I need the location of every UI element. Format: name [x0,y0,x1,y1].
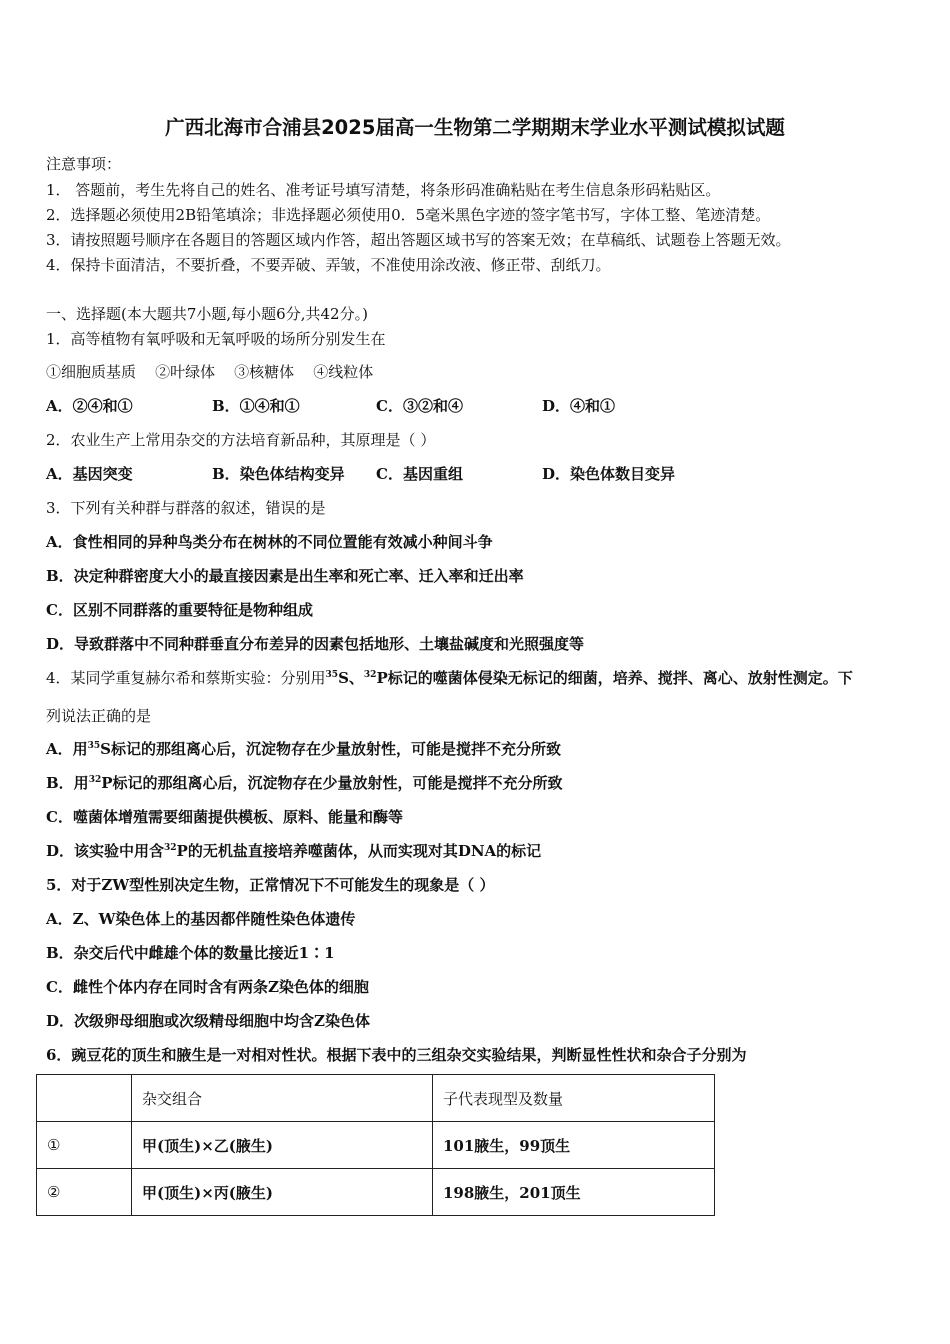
table-header-cell [37,1075,132,1122]
table-header-cell: 子代表现型及数量 [433,1075,715,1122]
q1-option-b: B．①④和① [212,397,300,415]
q2-stem: 2．农业生产上常用杂交的方法培育新品种，其原理是（ ） [46,431,436,449]
q4-stem-s: S、 [338,669,364,687]
q1-option-a: A．②④和① [46,397,133,415]
q2-option-b: B．染色体结构变异 [212,465,345,483]
q3-option-b: B．决定种群密度大小的最直接因素是出生率和死亡率、迁入率和迁出率 [46,567,524,585]
notice-item-2: 2．选择题必须使用2B铅笔填涂；非选择题必须使用0．5毫米黑色字迹的签字笔书写，字体工整、笔迹清楚。 [46,206,771,224]
notice-item-1: 1． 答题前，考生先将自己的姓名、准考证号填写清楚，将条形码准确粘贴在考生信息条形码粘贴区。 [46,181,721,199]
table-cell: 甲(顶生)×丙(腋生) [132,1169,433,1216]
notice-item-4: 4．保持卡面清洁，不要折叠，不要弄破、弄皱，不准使用涂改液、修正带、刮纸刀。 [46,256,611,274]
q5-stem: 5．对于ZW型性别决定生物，正常情况下不可能发生的现象是（ ） [46,876,495,894]
q4-a-pre: A．用 [46,740,88,758]
q4-d-pre: D．该实验中用含 [46,842,165,860]
q2-option-d: D．染色体数目变异 [542,465,676,483]
q2-option-a: A．基因突变 [46,465,133,483]
q4-d-post: P的无机盐直接培养噬菌体，从而实现对其DNA的标记 [176,842,542,860]
exam-title: 广西北海市合浦县2025届高一生物第二学期期末学业水平测试模拟试题 [165,116,785,139]
q5-option-c: C．雌性个体内存在同时含有两条Z染色体的细胞 [46,978,369,996]
table-row [37,1122,715,1169]
q3-option-c: C．区别不同群落的重要特征是物种组成 [46,601,313,619]
q4-b-post: P标记的那组离心后，沉淀物存在少量放射性，可能是搅拌不充分所致 [101,774,563,792]
q3-stem: 3．下列有关种群与群落的叙述，错误的是 [46,499,326,517]
q3-option-a: A．食性相同的异种鸟类分布在树林的不同位置能有效减小种间斗争 [46,533,493,551]
notice-heading: 注意事项： [46,155,122,173]
q4-a-sup: 35 [87,741,101,751]
q1-stem: 1．高等植物有氧呼吸和无氧呼吸的场所分别发生在 [46,330,386,348]
q1-option-d: D．④和① [542,397,616,415]
table-cell: 198腋生，201顶生 [433,1169,715,1216]
q1-option-c: C．③②和④ [376,397,463,415]
q4-option-c: C．噬菌体增殖需要细菌提供模板、原料、能量和酶等 [46,808,403,826]
q4-sup-35: 35 [325,670,339,680]
q4-b-sup: 32 [88,775,102,785]
table-cell: 甲(顶生)×乙(腋生) [132,1122,433,1169]
table-cell: ② [37,1169,132,1216]
q5-option-b: B．杂交后代中雌雄个体的数量比接近1∶1 [46,944,335,962]
q4-option-a [46,738,561,759]
q4-option-d [46,840,541,861]
q5-option-a: A．Z、W染色体上的基因都伴随性染色体遗传 [46,910,356,928]
q4-stem-post: P标记的噬菌体侵染无标记的细菌，培养、搅拌、离心、放射性测定。下 [376,669,853,687]
table-cell: ① [37,1122,132,1169]
q4-stem-pre: 4．某同学重复赫尔希和蔡斯实验：分别用 [46,669,326,687]
q6-table [36,1074,715,1216]
q1-items: ①细胞质基质 ②叶绿体 ③核糖体 ④线粒体 [46,363,374,381]
notice-item-3: 3．请按照题号顺序在各题目的答题区域内作答，超出答题区域书写的答案无效；在草稿纸、试题卷上答题无效。 [46,231,791,249]
q2-option-c: C．基因重组 [376,465,463,483]
q4-stem-cont: 列说法正确的是 [46,707,152,725]
table-header-row [37,1075,715,1122]
q5-option-d: D．次级卵母细胞或次级精母细胞中均含Z染色体 [46,1012,370,1030]
q4-a-post: S标记的那组离心后，沉淀物存在少量放射性，可能是搅拌不充分所致 [100,740,562,758]
table-row [37,1169,715,1216]
q4-stem [46,667,853,688]
table-cell: 101腋生，99顶生 [433,1122,715,1169]
q3-option-d: D．导致群落中不同种群垂直分布差异的因素包括地形、土壤盐碱度和光照强度等 [46,635,585,653]
q4-sup-32: 32 [363,670,377,680]
q4-b-pre: B．用 [46,774,89,792]
section-heading: 一、选择题(本大题共7小题,每小题6分,共42分。) [46,305,368,323]
q4-d-sup: 32 [164,843,177,853]
q4-option-b [46,772,563,793]
q6-stem: 6．豌豆花的顶生和腋生是一对相对性状。根据下表中的三组杂交实验结果，判断显性性状和杂合子分别为 [46,1046,747,1064]
table-header-cell: 杂交组合 [132,1075,433,1122]
